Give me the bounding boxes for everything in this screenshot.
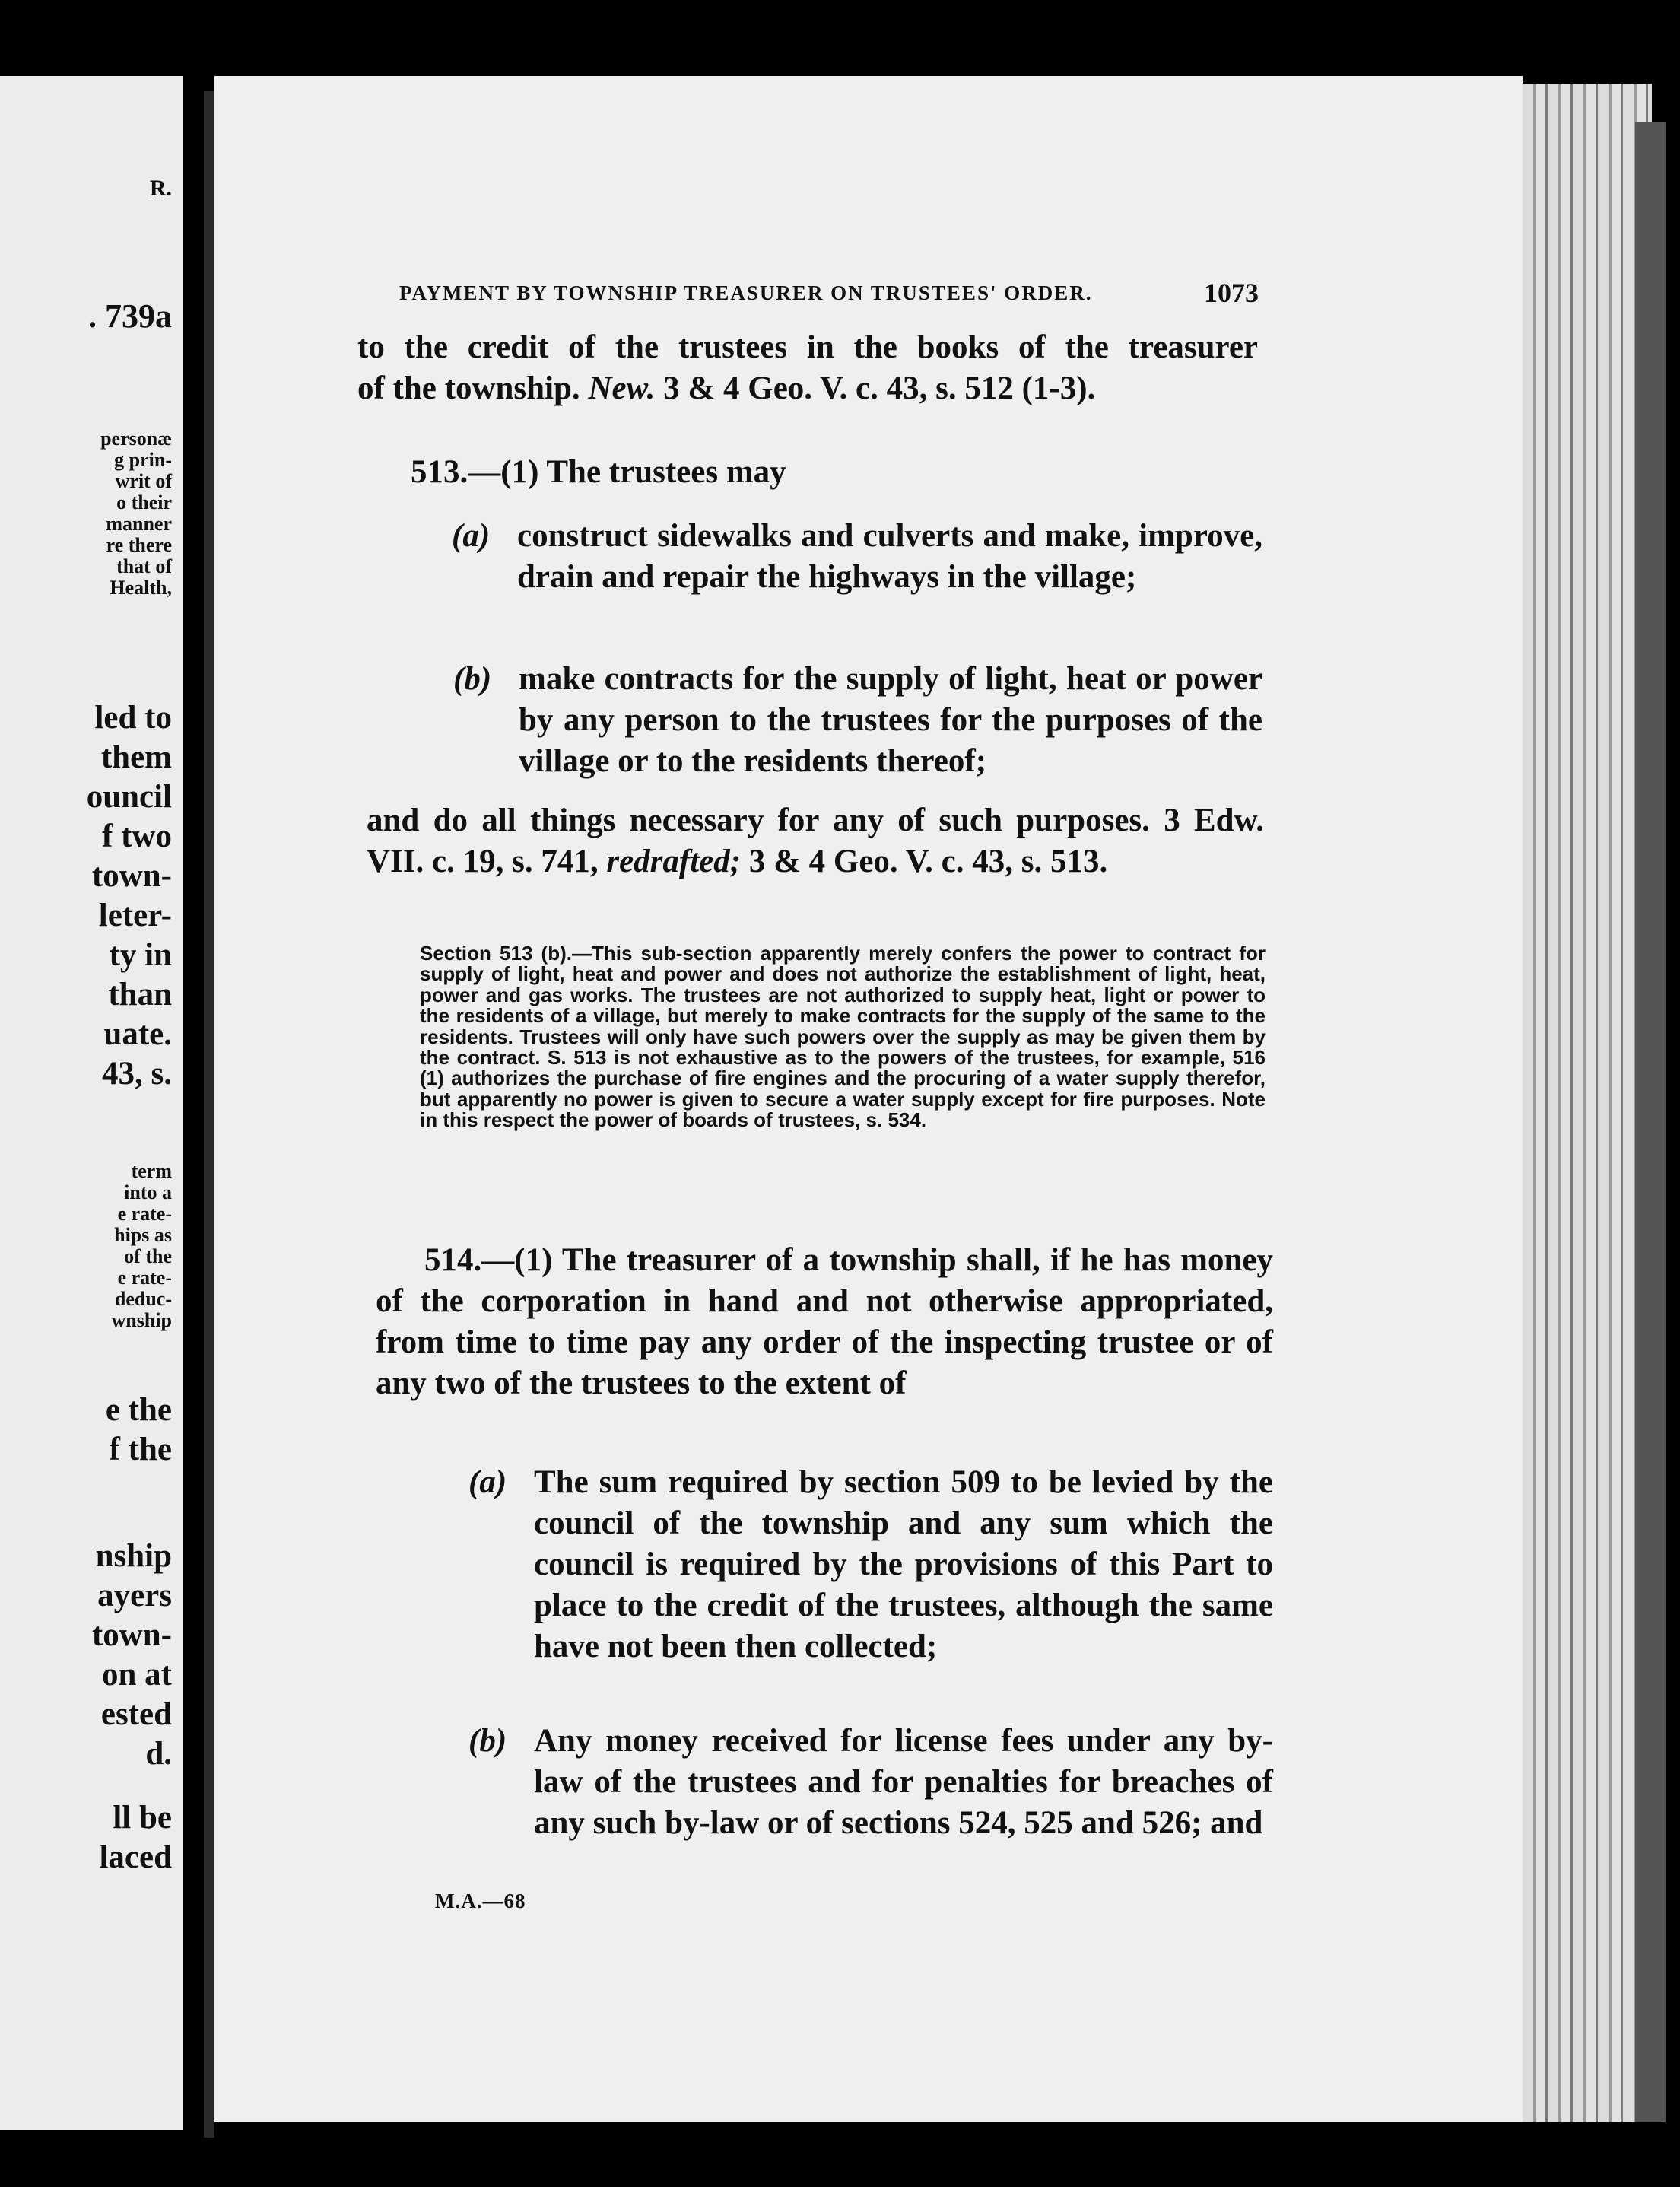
left-page-line: ll be [113,1800,172,1836]
left-page-line: leter- [98,898,172,934]
left-page-line: ested [100,1696,172,1733]
opening-paragraph [357,327,1258,409]
left-page-line: into a [124,1181,172,1203]
item-text: construct sidewalks and culverts and make, improve, drain and repair the highways in the village; [517,518,1262,595]
left-page-line: re there [106,533,172,556]
left-page-line: ty in [109,937,172,974]
left-page-line: e the [105,1392,172,1429]
page-edges-shadow [1635,122,1666,2122]
section-number: 514. [424,1242,482,1278]
left-page-line: term [131,1159,172,1182]
left-page-line: manner [106,512,172,535]
section-513-closing: and do all things necessary for any of such purposes. 3 Edw. VII. c. 19, s. 741, redrafted; 3 & 4 Geo. V. c. 43, s. 513. [367,803,1264,879]
redrafted-marker: redrafted; [606,844,742,879]
section-number: 513. [411,454,468,490]
note-text: —This sub-section apparently merely confers the power to contract for supply of light, heat and power and does not authorize the establishment of light, heat, power and gas works. The trustees are not authorized to supply heat, light or power to the residents of a village, but merely to make contracts for the supply of the same to the residents. Trustees will only have such powers over the supply as may be given them by the contract. S. 513 is not exhaustive as to the powers of the trustees, for example, 516 (1) authorizes the purchase of fire engines and the procuring of a water supply therefor, but apparently no power is given to secure a water supply except for fire purposes. Note in this respect the power of boards of trustees, s. 534. [420,942,1266,1132]
left-page-line: ouncil [86,779,172,815]
section-513-item-a [452,516,1262,598]
left-page-line: town- [91,1617,172,1654]
new-marker: New. [588,370,656,406]
annotation-note [420,943,1266,1131]
item-label: (a) [452,518,491,554]
section-514-item-b [468,1721,1273,1844]
left-page-line: deduc- [114,1287,172,1310]
left-page-line: f two [102,819,172,855]
gutter-edge [204,91,214,2138]
left-page-line: personæ [100,427,172,450]
item-label: (b) [453,661,492,697]
left-page-line: Health, [110,576,172,599]
left-page-line: e rate- [117,1202,172,1225]
left-page-line: uate. [103,1016,172,1053]
left-page-line: g prin- [114,448,172,471]
left-page-line: nship [95,1538,172,1575]
opening-line-2: of the township. New. 3 & 4 Geo. V. c. 43, s. 512 (1-3). [357,370,1096,406]
book-gutter [183,84,205,2138]
left-page-line: led to [94,700,172,736]
running-title: PAYMENT BY TOWNSHIP TREASURER ON TRUSTEES' ORDER. [399,281,1093,304]
left-page-line: R. [149,176,172,201]
item-text: Any money received for license fees under any by-law of the trustees and for penalties for breaches of any such by-law or of sections 524, 525 and 526; and [534,1723,1273,1841]
left-page-line: 43, s. [102,1056,172,1092]
left-page-line: hips as [114,1223,172,1246]
running-header [399,278,1259,308]
left-page-text [0,76,183,2130]
item-label: (b) [468,1723,507,1759]
left-page-line: wnship [111,1308,172,1331]
left-page-line: ayers [97,1578,172,1614]
opening-line-1: to the credit of the trustees in the books of the treasurer [357,329,1258,365]
item-label: (a) [468,1464,507,1500]
left-page-line: that of [116,555,172,577]
left-page-line: of the [124,1244,172,1267]
item-text: The sum required by section 509 to be levied by the council of the township and any sum which the council is required by the provisions of this Part to place to the credit of the trustees, although the same have not been then collected; [534,1464,1273,1664]
page-number: 1073 [1204,278,1259,308]
section-513-intro: 513.—(1) The trustees may [411,454,786,490]
left-page-line: d. [145,1736,172,1772]
left-page-line: them [100,739,172,776]
page-edges [1523,84,1652,2122]
section-514-item-a [468,1462,1273,1667]
item-text: make contracts for the supply of light, heat or power by any person to the trustees for the purposes of the village or to the residents thereof; [519,661,1262,779]
left-facing-page [0,76,183,2130]
left-page-line: on at [102,1657,172,1693]
left-page-line: laced [99,1839,172,1876]
left-page-line: o their [116,491,172,513]
section-514-intro: 514.—(1) The treasurer of a township shall, if he has money of the corporation in hand and not otherwise appropriated, from time to time pay any order of the inspecting trustee or of any two of the trustees to the extent of [376,1242,1273,1401]
left-page-line: town- [91,858,172,895]
section-513-item-b [453,659,1262,782]
note-heading: Section 513 (b). [420,942,572,965]
left-page-line: f the [109,1432,172,1468]
left-page-line: writ of [115,469,172,492]
left-page-line: . 739a [88,297,172,335]
left-page-line: e rate- [117,1266,172,1289]
signature-mark: M.A.—68 [435,1890,526,1912]
left-page-line: than [108,977,172,1013]
